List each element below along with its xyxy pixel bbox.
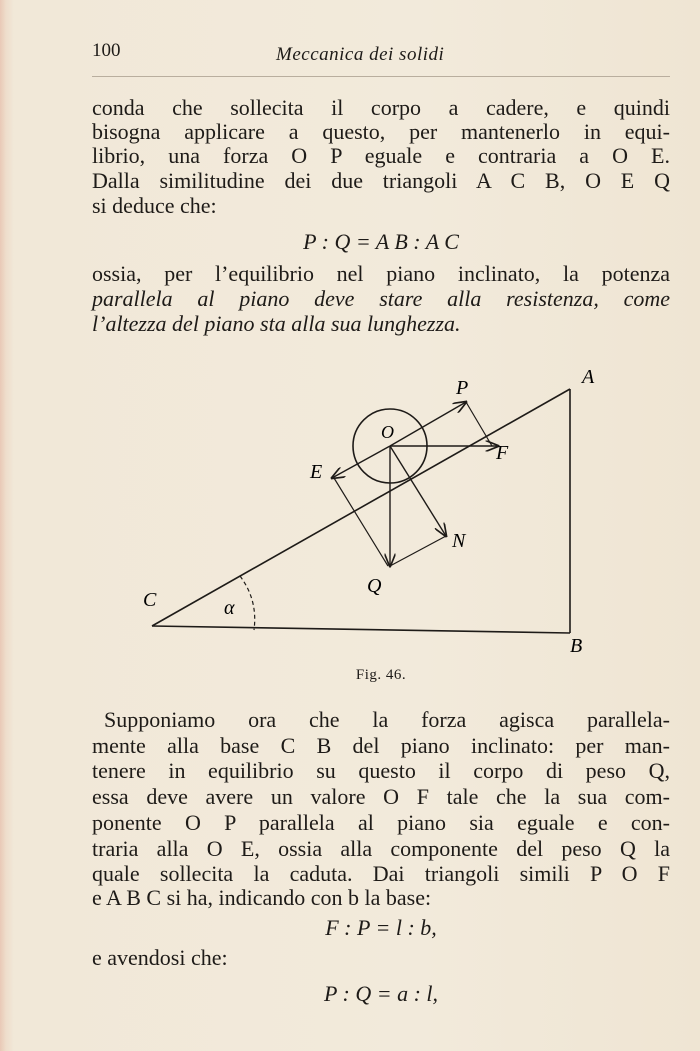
- label-b: B: [570, 635, 583, 657]
- base-cb: [152, 626, 570, 633]
- page-number: 100: [92, 40, 121, 61]
- label-o: O: [381, 422, 394, 442]
- para3-line-6: traria alla O E, ossia alla componente del peso Q la: [92, 836, 670, 861]
- label-alpha: α: [224, 597, 235, 619]
- formula-f-p-l-b: F : P = l : b,: [325, 915, 437, 940]
- para3-line-1: Supponiamo ora che la forza agisca parallela-: [104, 707, 670, 732]
- line-qn: [390, 536, 446, 566]
- para3-line-8: e A B C si ha, indicando con b la base:: [92, 885, 432, 910]
- para1-line-5: si deduce che:: [92, 193, 217, 218]
- label-p: P: [456, 377, 469, 399]
- para3-line-5: ponente O P parallela al piano sia eguale e con-: [92, 810, 670, 835]
- label-a: A: [582, 366, 595, 388]
- force-on: [390, 446, 446, 536]
- para1-line-3: librio, una forza O P eguale e contraria a O E.: [92, 143, 670, 168]
- label-f: F: [496, 442, 509, 464]
- label-n: N: [452, 530, 466, 552]
- line-eq: [334, 478, 388, 566]
- para3-line-2: mente alla base C B del piano inclinato: per man-: [92, 733, 670, 758]
- figure-caption: Fig. 46.: [355, 667, 407, 683]
- line-pf: [466, 402, 492, 446]
- running-title: Meccanica dei solidi: [276, 44, 445, 65]
- para3-line-4: essa deve avere un valore O F tale che la sua com-: [92, 784, 670, 809]
- para1-line-2: bisogna applicare a questo, per mantenerlo in equi-: [92, 119, 670, 144]
- line-e-avendosi: e avendosi che:: [92, 945, 228, 970]
- para3-line-3: tenere in equilibrio su questo il corpo di peso Q,: [92, 758, 670, 783]
- para2-line-1: ossia, per l’equilibrio nel piano inclinato, la potenza: [92, 261, 670, 286]
- label-q: Q: [367, 575, 382, 597]
- force-oe: [332, 446, 390, 478]
- para2-line-2: parallela al piano deve stare alla resistenza, come: [92, 286, 670, 311]
- formula-p-q-ab-ac: P : Q = A B : A C: [303, 229, 459, 254]
- para3-line-7: quale sollecita la caduta. Dai triangoli simili P O F: [92, 861, 670, 886]
- para1-line-4: Dalla similitudine dei due triangoli A C B, O E Q: [92, 168, 670, 193]
- force-op: [390, 402, 466, 446]
- label-e: E: [310, 461, 323, 483]
- angle-arc: [240, 576, 255, 630]
- formula-p-q-a-l: P : Q = a : l,: [323, 981, 439, 1006]
- hypotenuse-ca: [152, 389, 570, 626]
- para2-line-3: l’altezza del piano sta alla sua lunghezza.: [92, 311, 461, 336]
- label-c: C: [143, 589, 157, 611]
- para1-line-1: conda che sollecita il corpo a cadere, e quindi: [92, 95, 670, 120]
